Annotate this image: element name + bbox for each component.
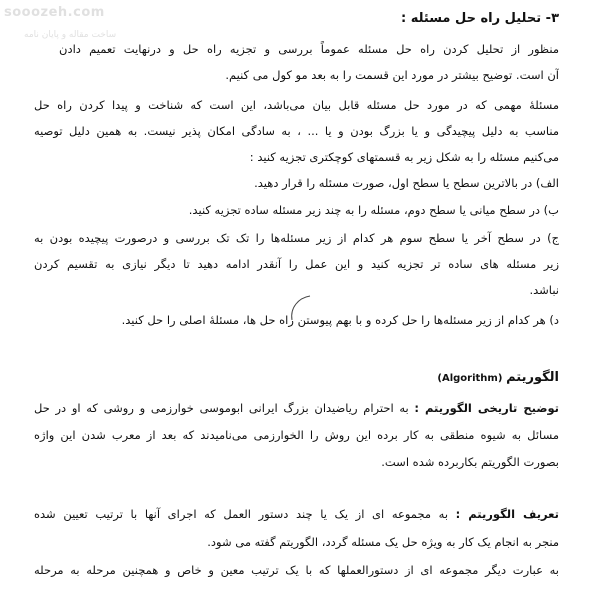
history-line-3: بصورت الگوریتم بکاربرده شده است. [381, 455, 559, 469]
section-number: ۳- [545, 11, 559, 26]
definition-line-1 [34, 505, 559, 523]
step-be: ب) در سطح میانی یا سطح دوم، مسئله را به چند زیر مسئله ساده تجزیه کنید. [188, 203, 559, 217]
step-jim-line-2: زیر مسئله های ساده تر تجزیه کنید و این عمل را آنقدر ادامه دهید تا دیگر نیازی به تقسیم کردن [34, 257, 559, 271]
definition-text-1: به مجموعه ای از یک یا چند دستور العمل که اجرای آنها با ترتیب تعیین شده [34, 507, 449, 521]
watermark-site: sooozeh.com [4, 5, 105, 20]
section-paragraph-line-4: مناسب به دلیل پیچیدگی و یا بزرگ بودن و یا ... ، به سادگی امکان پذیر نیست. به همین دلیل توصیه [34, 124, 559, 138]
history-line-2: مسائل به شیوه منطقی به کار برده این روش را الخوارزمی می‌نامیدند که بعد از معرب شدن این واژه [34, 428, 559, 442]
section-paragraph-line-1: منظور از تحلیل کردن راه حل مسئله عموماً بررسی و تجزیه راه حل و درنهایت تعمیم دادن [59, 42, 559, 56]
handwritten-curve-mark [280, 290, 320, 330]
section-title: تحلیل راه حل مسئله : [400, 11, 542, 26]
section-paragraph-line-2: آن است. توضیح بیشتر در مورد این قسمت را به بعد مو کول می کنیم. [225, 68, 559, 82]
section-paragraph-line-5: می‌کنیم مسئله را به شکل زیر به قسمتهای کوچکتری تجزیه کنید : [249, 150, 559, 164]
section-heading [34, 10, 559, 28]
step-dal: د) هر کدام از زیر مسئله‌ها را حل کرده و با بهم پیوستن راه حل ها، مسئلهٔ اصلی را حل کنید. [121, 313, 559, 327]
definition-line-2: منجر به انجام یک کار به ویژه حل یک مسئله گردد، الگوریتم گفته می شود. [207, 535, 559, 549]
algorithm-title: الگوریتم [506, 370, 559, 385]
step-jim-line-1: ج) در سطح آخر یا سطح سوم هر کدام از زیر مسئله‌ها را تک تک بررسی و درصورت پیچیده بودن به [34, 231, 559, 245]
algorithm-title-en: (Algorithm) [437, 373, 503, 384]
watermark-tagline: ساخت مقاله و پایان نامه [24, 30, 117, 40]
history-text-1: به احترام ریاضیدان بزرگ ایرانی ابوموسی خوارزمی و روشی که او در حل [34, 401, 409, 415]
history-line-1 [34, 399, 559, 417]
step-alef: الف) در بالاترین سطح یا سطح اول، صورت مسئله را قرار دهید. [254, 176, 559, 190]
section-paragraph-line-3: مسئلهٔ مهمی که در مورد حل مسئله قابل بیان می‌باشد، این است که شناخت و پیدا کردن راه حل [34, 98, 559, 112]
history-label: توضیح تاریخی الگوریتم : [414, 401, 559, 415]
definition-label: تعریف الگوریتم : [455, 507, 559, 521]
algorithm-heading [34, 368, 559, 388]
definition-line-3: به عبارت دیگر مجموعه ای از دستورالعملها که با یک ترتیب معین و خاص و همچنین مرحله به مرحله [34, 563, 559, 577]
step-jim-line-3: نباشد. [529, 283, 559, 297]
